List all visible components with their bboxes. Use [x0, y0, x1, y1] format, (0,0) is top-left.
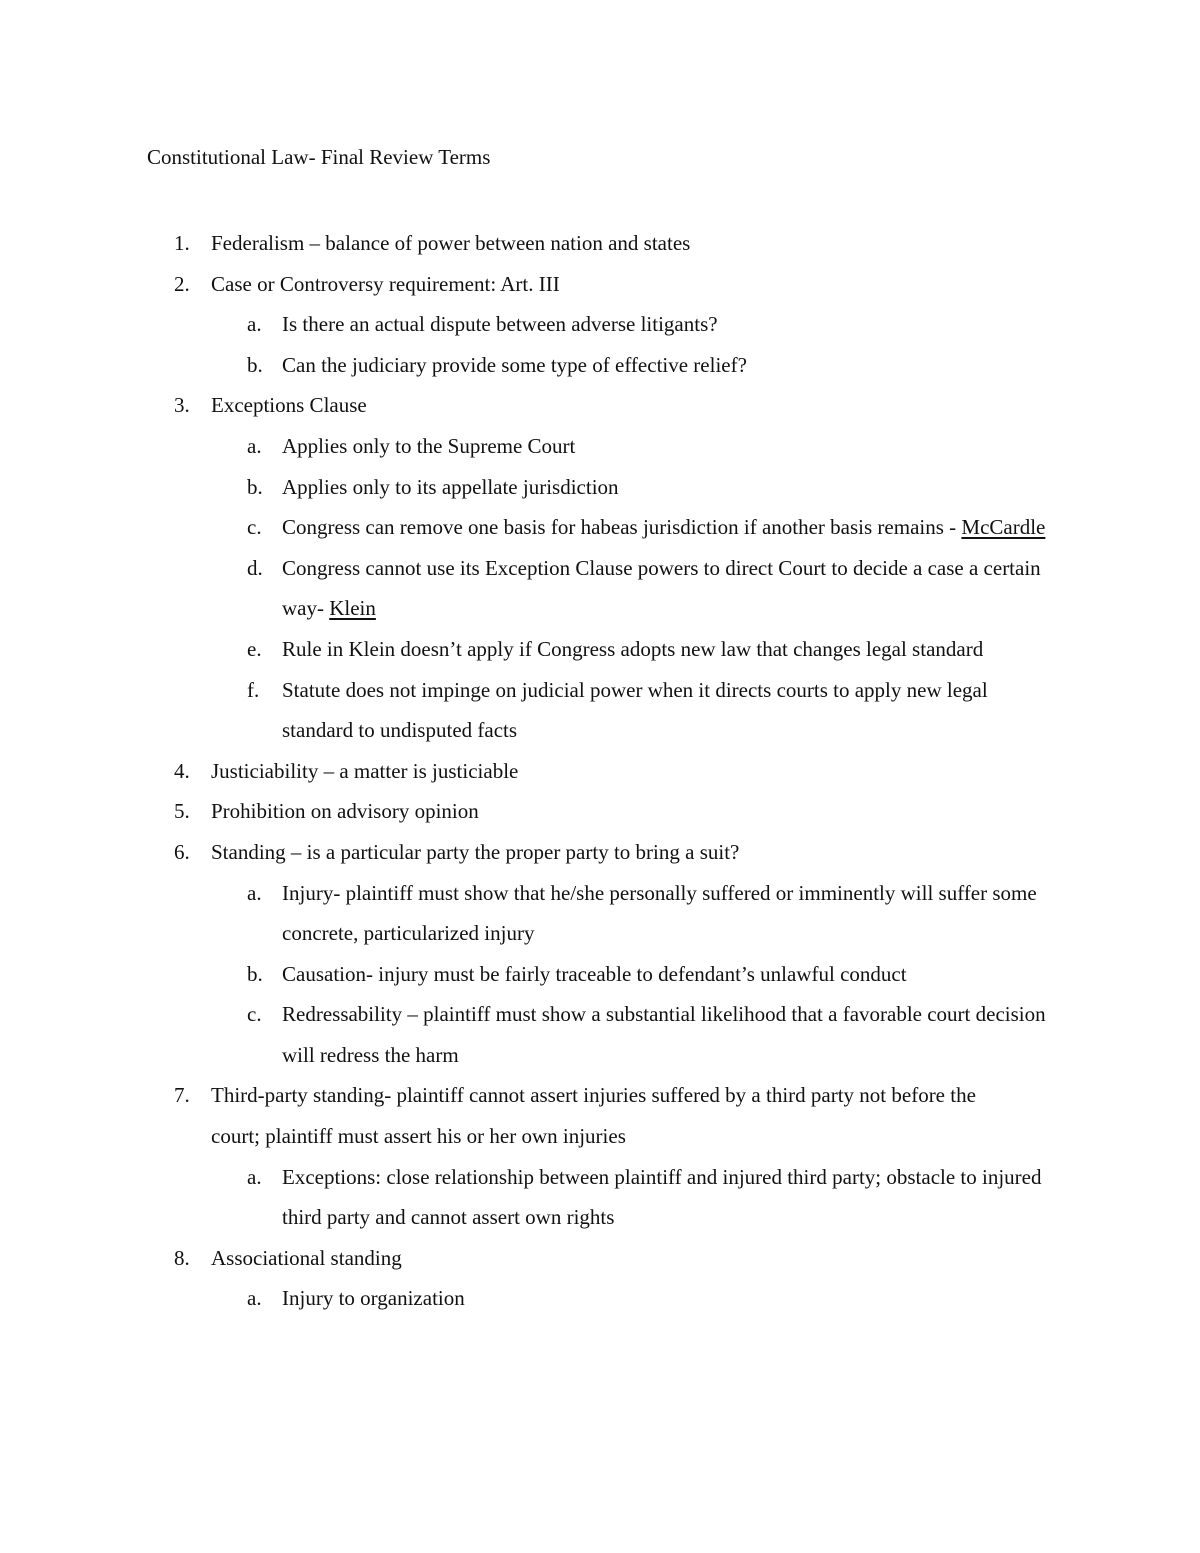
sub-list-item	[0, 873, 1200, 954]
item-number: 5.	[174, 799, 190, 824]
item-letter: a.	[247, 1164, 262, 1189]
sub-list-item	[0, 467, 1200, 508]
item-number: 1.	[174, 231, 190, 255]
item-letter: b.	[247, 474, 263, 499]
item-letter: a.	[247, 433, 262, 458]
item-text: Injury- plaintiff must show that he/she personally suffered or imminently will suffer some concrete, particularized injury	[282, 880, 1037, 946]
sub-list-item	[0, 548, 1200, 629]
case-name: Klein	[329, 596, 376, 621]
item-text: Can the judiciary provide some type of effective relief?	[282, 352, 747, 377]
list-item	[0, 264, 1200, 305]
item-text: Is there an actual dispute between adverse litigants?	[282, 312, 718, 337]
item-text: Injury to organization	[282, 1286, 465, 1311]
list-item	[0, 832, 1200, 873]
item-letter: f.	[247, 677, 260, 702]
item-letter: d.	[247, 555, 263, 580]
document-title: Constitutional Law- Final Review Terms	[147, 145, 491, 169]
item-letter: b.	[247, 352, 263, 377]
item-text: Federalism – balance of power between nation and states	[211, 231, 691, 255]
item-text: Case or Controversy requirement: Art. III	[211, 271, 560, 296]
item-text	[282, 507, 1062, 548]
item-text: Statute does not impinge on judicial power when it directs courts to apply new legal standard to undisputed facts	[282, 677, 988, 743]
item-text	[282, 548, 1062, 629]
item-letter: a.	[247, 880, 262, 905]
item-text: Associational standing	[211, 1245, 402, 1270]
item-text: Exceptions: close relationship between plaintiff and injured third party; obstacle to injured third party and cannot assert own rights	[282, 1164, 1042, 1230]
item-letter: c.	[247, 515, 262, 540]
sub-list-item	[0, 1278, 1200, 1319]
item-text: Justiciability – a matter is justiciable	[211, 758, 519, 783]
list-item	[0, 1075, 1200, 1156]
item-letter: e.	[247, 636, 262, 661]
list-item	[0, 751, 1200, 792]
item-number: 2.	[174, 271, 190, 296]
item-letter: a.	[247, 312, 262, 337]
sub-list-item	[0, 426, 1200, 467]
list-item	[0, 385, 1200, 426]
list-item	[0, 791, 1200, 832]
item-text: Prohibition on advisory opinion	[211, 799, 479, 824]
item-text: Redressability – plaintiff must show a substantial likelihood that a favorable court decision will redress the harm	[282, 1002, 1046, 1067]
item-text: Applies only to the Supreme Court	[282, 433, 576, 458]
item-text: Rule in Klein doesn’t apply if Congress adopts new law that changes legal standard	[282, 636, 984, 661]
item-letter: a.	[247, 1286, 262, 1311]
item-number: 7.	[174, 1083, 190, 1108]
item-number: 8.	[174, 1245, 190, 1270]
item-text: Exceptions Clause	[211, 393, 367, 418]
item-text: Standing – is a particular party the proper party to bring a suit?	[211, 839, 740, 864]
item-letter: c.	[247, 1002, 262, 1027]
sub-list-item	[0, 629, 1200, 670]
sub-list-item	[0, 507, 1200, 548]
item-number: 3.	[174, 393, 190, 418]
item-text: Causation- injury must be fairly traceable to defendant’s unlawful conduct	[282, 961, 907, 986]
item-letter: b.	[247, 961, 263, 986]
item-number: 4.	[174, 758, 190, 783]
item-text-body: Congress cannot use its Exception Clause powers to direct Court to decide a case a certain way-	[282, 555, 1041, 621]
item-number: 6.	[174, 839, 190, 864]
sub-list-item	[0, 670, 1200, 751]
item-text: Applies only to its appellate jurisdiction	[282, 474, 619, 499]
review-terms-list	[0, 223, 1200, 1319]
sub-list-item	[0, 954, 1200, 995]
item-text: Third-party standing- plaintiff cannot assert injuries suffered by a third party not before the court; plaintiff must assert his or her own injuries	[211, 1083, 976, 1149]
list-item	[0, 1238, 1200, 1279]
sub-list-item	[0, 1157, 1200, 1238]
sub-list-item	[0, 345, 1200, 386]
item-text-body: Congress can remove one basis for habeas jurisdiction if another basis remains -	[282, 515, 957, 540]
sub-list-item	[0, 994, 1200, 1075]
sub-list-item	[0, 304, 1200, 345]
list-item	[0, 223, 1200, 264]
case-name: McCardle	[961, 515, 1046, 540]
